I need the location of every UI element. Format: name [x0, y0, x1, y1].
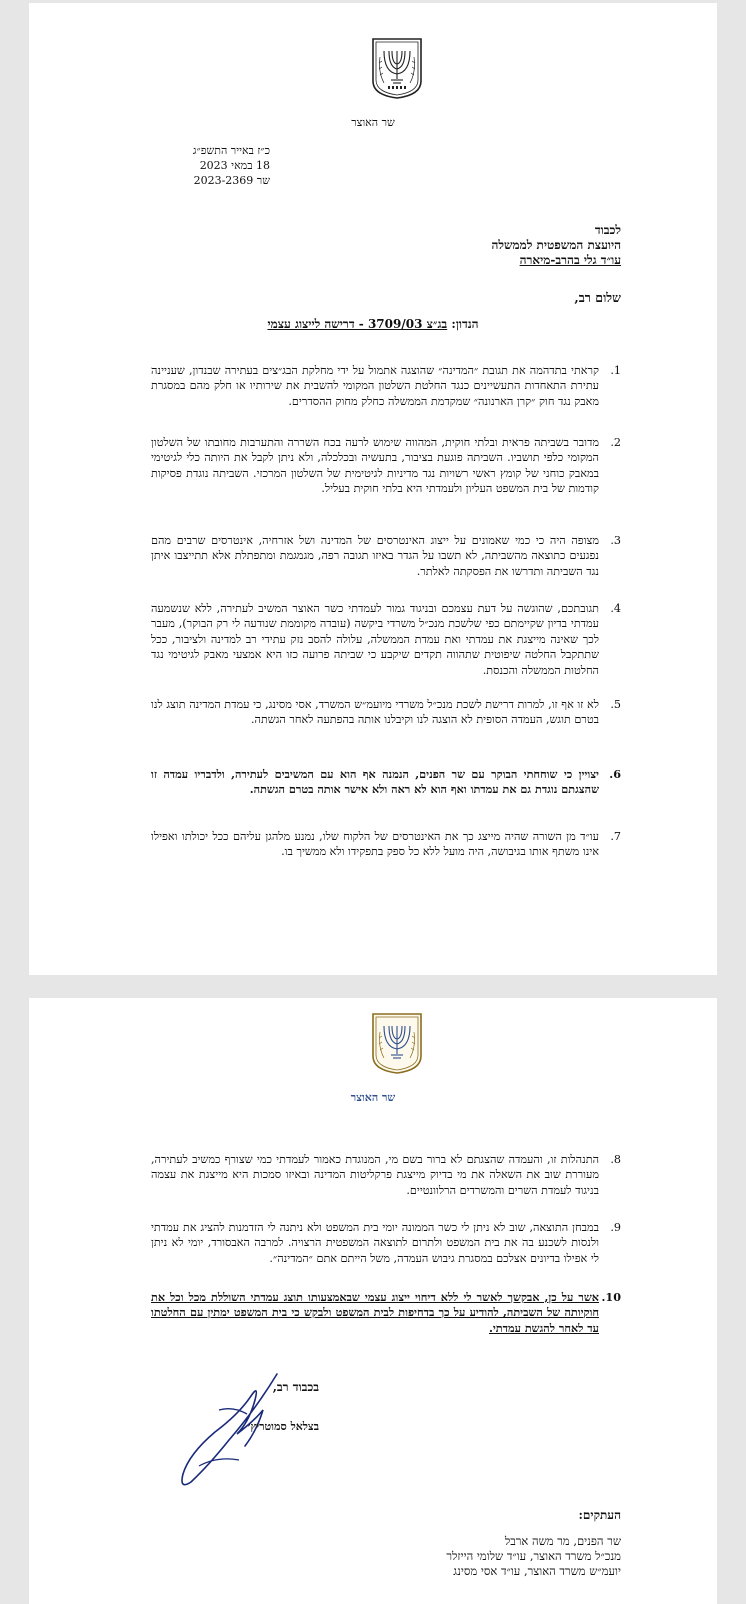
- cc-item: שר הפנים, מר משה ארבל: [504, 1534, 621, 1548]
- addressee-name: עו״ד גלי בהרב-מיארה: [519, 253, 621, 267]
- signature-block: [159, 1370, 319, 1500]
- state-emblem-icon: [370, 1012, 424, 1074]
- reference-number: שר 2023-2369: [193, 174, 270, 187]
- paragraph-7: [151, 829, 621, 860]
- paragraph-number: 5.: [610, 698, 621, 711]
- paragraph-number: 4.: [610, 602, 621, 615]
- date-block: [160, 143, 270, 188]
- cc-list: [446, 1534, 621, 1579]
- greeting: שלום רב,: [574, 290, 621, 305]
- addressee-title: היועצת המשפטית לממשלה: [491, 238, 621, 252]
- state-emblem-icon: [370, 37, 424, 99]
- paragraph-number: 8.: [610, 1153, 621, 1166]
- paragraph-number: 9.: [610, 1221, 621, 1234]
- gregorian-date: 18 במאי 2023: [199, 159, 270, 172]
- paragraph-text: התנהלות זו, והעמדה שהצגתם לא ברור בשם מי, המנוגדת כאמור לעמדתי כמי שצורף כמשיב לעתירה, מעוררת שוב את השאלה את מי בדיוק מייצגת פרקליטות המדינה ובאיזו סמכות היא מייצגת את עצמה בניגוד לעמדת השרים והמשרדים הרלוונטיים.: [151, 1153, 599, 1197]
- subject-line: [29, 317, 717, 332]
- subject-text: בג״צ 3709/03 - דרישה לייצוג עצמי: [267, 317, 448, 331]
- paragraph-number: 1.: [610, 364, 621, 377]
- paragraph-10: [151, 1290, 621, 1336]
- letter-page-1: [29, 3, 717, 975]
- paragraph-text: אשר על כן, אבקשך לאשר לי ללא דיחוי ייצוג עצמי שבאמצעותו תוצג עמדתי השוללת מכל וכל את חוקיותה של השביתה, להודיע על כך בדחיפות לבית המשפט ולבקש כי בית המשפט ימתין עם החלטתו עד לאחר להגשת עמדתי.: [151, 1290, 599, 1335]
- cc-item: יועמ״ש משרד האוצר, עו״ד אסי מסינג: [453, 1564, 621, 1578]
- subject-label: הנדון:: [451, 317, 479, 331]
- paragraph-text: עו״ד מן השורה שהיה מייצג כך את האינטרסים של הלקוח שלו, נמנע מלהגן עליהם ככל יכולתו ואפילו אינו משתף אותו בגיבושה, היה מועל ללא כל ספק בתפקידו ולא ממשיך בו.: [151, 830, 599, 859]
- paragraph-number: 7.: [610, 830, 621, 843]
- cc-title: העתקים:: [578, 1508, 621, 1522]
- paragraph-number: 6.: [609, 767, 621, 781]
- paragraph-8: [151, 1152, 621, 1198]
- hebrew-date: כ״ז באייר התשפ״ג: [192, 144, 270, 157]
- addressee-block: [401, 223, 621, 268]
- paragraph-text: מצופה היה כי כמי שאמונים על ייצוג האינטרסים של המדינה ושל אזרחיה, אינטרסים שרבים מהם נפגעים כתוצאה מהשביתה, לא תשבו על הגדר באיזו תגובה רפה, מגמגמת ומתפתלת אלא תתייצבו איתן נגד השביתה ותדרשו את הפסקתה לאלתר.: [151, 534, 599, 578]
- paragraph-text: תגובתכם, שהוגשה על דעת עצמכם ובניגוד גמור לעמדתי כשר האוצר המשיב לעתירה, ללא שנשמעה עמדתי בדיון שקיימתם כפי שלשכת מנכ״ל משרדי ביקשה (עובדה מקוממת שנודעה לי רק הבוקר), מעבר לכך שאינה מייצגת את עמדתי ואת עמדת הממשלה, עלולה להסב נזק עתידי רב למדינה ולציבור, ככל שתתקבל החלטה שיפוטית שתהווה תקדים שיקבע כי שביתה פרועה כזו היא אמצעי מאבק לגיטימי נגד החלטות הממשלה והכנסת.: [151, 602, 599, 677]
- paragraph-1: [151, 363, 621, 409]
- cc-item: מנכ״ל משרד האוצר, עו״ד שלומי הייזלר: [446, 1549, 621, 1563]
- ministry-name: שר האוצר: [350, 1091, 396, 1104]
- closing-text: בכבוד רב,: [272, 1380, 319, 1394]
- paragraph-text: יצויין כי שוחחתי הבוקר עם שר הפנים, הנמנה אף הוא עם המשיבים לעתירה, ולדבריו עמדה זו שהצגתם נוגדת גם את עמדתו ואף הוא לא ראה ולא אישר אותה בטרם הגשתה.: [151, 767, 599, 797]
- ministry-name: שר האוצר: [351, 116, 395, 129]
- letter-page-2: [29, 998, 717, 1604]
- signatory-name: בצלאל סמוטריץ׳: [247, 1420, 319, 1433]
- paragraph-text: קראתי בתדהמה את תגובת ״המדינה״ שהוצגה אתמול על ידי מחלקת הבג״צים בעתירה שבנדון, שעניינה עתירת התאחדות התעשיינים כנגד החלטת השלטון המקומי להשבית את שירותיו או חלק מהם במסגרת מאבק נגד חוק ״קרן הארנונה״ שמקדמת הממשלה כחלק מחוק ההסדרים.: [151, 364, 599, 408]
- paragraph-9: [151, 1220, 621, 1266]
- paragraph-2: [151, 435, 621, 497]
- paragraph-text: במבחן התוצאה, שוב לא ניתן לי כשר הממונה יומי בית המשפט ולא ניתנה לי הזדמנות להציג את עמדתי ולנסות לשכנע בה את בית המשפט ולתרום לתוצאה המשפטית הרצויה. למרבה האבסורד, יומי לא ניתן לי אפילו בדיונים אצלכם במסגרת גיבוש העמדה, משל הייתם אתם ״המדינה״.: [151, 1221, 599, 1265]
- paragraph-text: לא זו אף זו, למרות דרישת לשכת מנכ״ל משרדי מיועמ״ש המשרד, אסי מסינג, כי עמדת המדינה תוצג לנו בטרם תוגש, העמדה הסופית לא הוצגה לנו וקיבלנו אותה בהפתעה לאחר הגשתה.: [151, 698, 599, 727]
- paragraph-3: [151, 533, 621, 579]
- paragraph-6: [151, 767, 621, 798]
- paragraph-number: 3.: [610, 534, 621, 547]
- paragraph-number: 2.: [610, 436, 621, 449]
- addressee-salutation: לכבוד: [594, 223, 621, 237]
- paragraph-number: 10.: [601, 1290, 621, 1304]
- paragraph-5: [151, 697, 621, 728]
- paragraph-text: מדובר בשביתה פראית ובלתי חוקית, המהווה שימוש לרעה בכח השררה והתערבות מחובתו של השלטון המקומי כלפי תושביו. השביתה פוגעת בציבור, בתעשיה ובכלכלה, ולא ניתן לקבל את היותה כלי לגיטימי במאבק כוחני של קומץ ראשי רשויות נגד מדיניות לגיטימית של השלטון המרכזי. השביתה נוגדת פסיקות קודמות של בית המשפט העליון ולעמדתי היא בלתי חוקית בעליל.: [151, 436, 599, 496]
- paragraph-4: [151, 601, 621, 678]
